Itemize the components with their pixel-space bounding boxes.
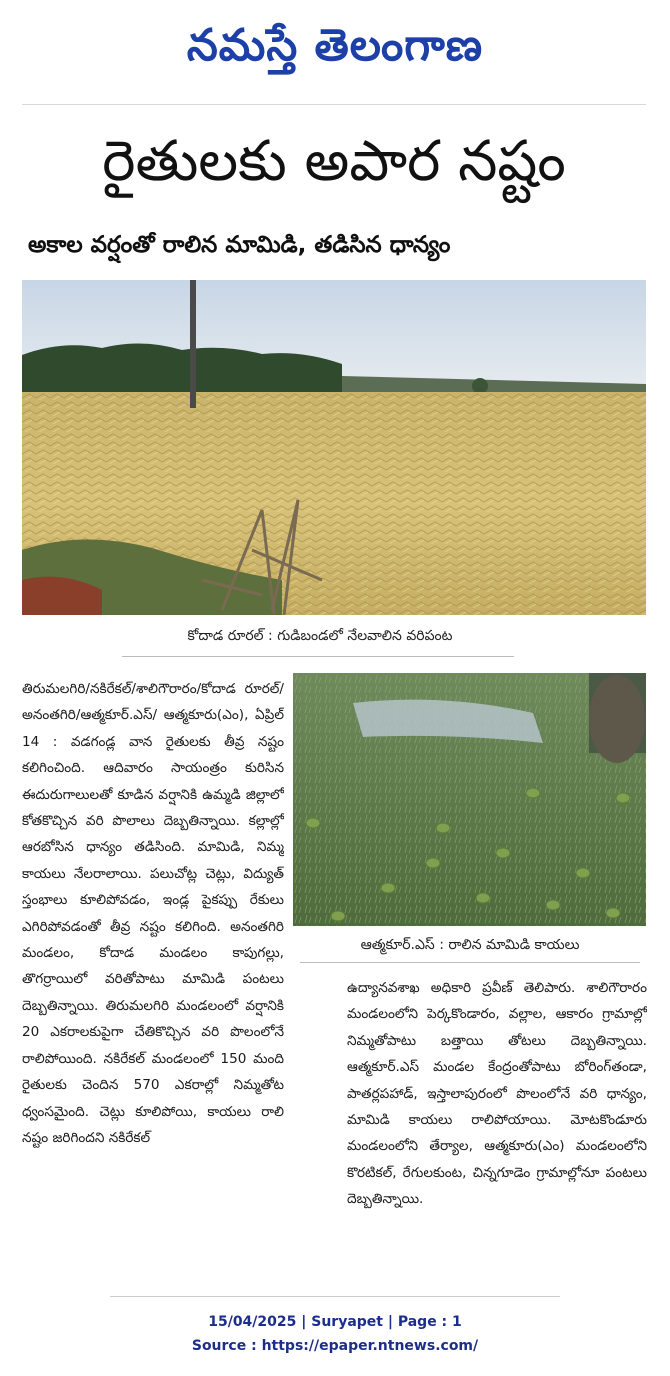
article-body-column-left: తిరుమలగిరి/నకిరేకల్/శాలిగౌరారం/కోదాడ రూరల్/అనంతగిరి/ఆత్మకూర్.ఎస్/ ఆత్మకూరు(ఎం), ఏప్రిల్ 14 : వడగండ్ల వాన రైతులకు తీవ్ర నష్టం కలిగించింది. ఆదివారం సాయంత్రం కురిసిన ఈదురుగాలులతో కూడిన వర్షానికి ఉమ్మడి జిల్లాలో కోతకొచ్చిన వరి పొలాలు దెబ్బతిన్నాయి. కల్లాల్లో ఆరబోసిన ధాన్యం తడిసింది. మామిడి, నిమ్మ కాయలు నేలరాలాయి. పలుచోట్ల చెట్లు, విద్యుత్ స్తంభాలు కూలిపోవడం, ఇండ్ల పైకప్పు రేకులు ఎగిరిపోవడంతో తీవ్ర నష్టం కలిగింది. అనంతగిరి మండలం, కోదాడ మండలం కాపుగల్లు, తొగర్రాయిలో వరితోపాటు మామిడి పంటలు దెబ్బతిన్నాయి. తిరుమలగిరి మండలంలో వర్షానికి 20 ఎకరాలకుపైగా చేతికొచ్చిన వరి పొలంలోనే రాలిపోయింది. నకిరేకల్ మండలంలో 150 మంది రైతులకు చెందిన 570 ఎకరాల్లో నిమ్మతోట ధ్వంసమైంది. చెట్లు కూలిపోయి, కాయలు రాలి నష్టం జరిగిందని నకిరేకల్ — [22, 681, 284, 1146]
article-headline: రైతులకు అపార నష్టం — [102, 128, 566, 194]
footer-source-link[interactable]: Source : https://epaper.ntnews.com/ — [191, 1338, 479, 1354]
photo-flattened-paddy-field — [22, 280, 646, 615]
masthead-logo: నమస్తే తెలంగాణ — [186, 20, 484, 71]
photo-caption: కోదాడ రూరల్ : గుడిబండలో నేలవాలిన వరిపంట — [187, 628, 453, 644]
caption-divider — [122, 656, 514, 657]
photo-fallen-mangoes — [293, 673, 646, 926]
footer-divider — [110, 1296, 560, 1297]
article-body-column-right: ఉద్యానవశాఖ అధికారి ప్రవీణ్ తెలిపారు. శాలిగౌరారం మండలంలోని పెర్కకొండారం, వల్లాల, ఆకారం గ్రామాల్లో నిమ్మతోపాటు బత్తాయి తోటలు దెబ్బతిన్నాయి. ఆత్మకూర్.ఎస్ మండల కేంద్రంతోపాటు బోరింగ్‌తండా, పాతర్లపహాడ్, ఇస్తాలాపురంలో పొలంలోనే వరి ధాన్యం, మామిడి కాయలు రాలిపోయాయి. మోటకొండూరు మండలంలోని తేర్యాల, ఆత్మకూరు(ఎం) మండలంలోని కొరటికల్, రేగులకుంట, చిన్నగూడెం గ్రామాల్లోనూ పంటలు దెబ్బతిన్నాయి. — [347, 980, 647, 1208]
photo-caption: ఆత్మకూర్.ఎస్ : రాలిన మామిడి కాయలు — [360, 937, 580, 953]
article-subhead: అకాల వర్షంతో రాలిన మామిడి, తడిసిన ధాన్యం — [28, 232, 451, 258]
caption-divider — [300, 962, 640, 963]
masthead-divider — [22, 104, 646, 105]
footer-dateline: 15/04/2025 | Suryapet | Page : 1 — [208, 1314, 462, 1330]
masthead — [0, 0, 670, 102]
